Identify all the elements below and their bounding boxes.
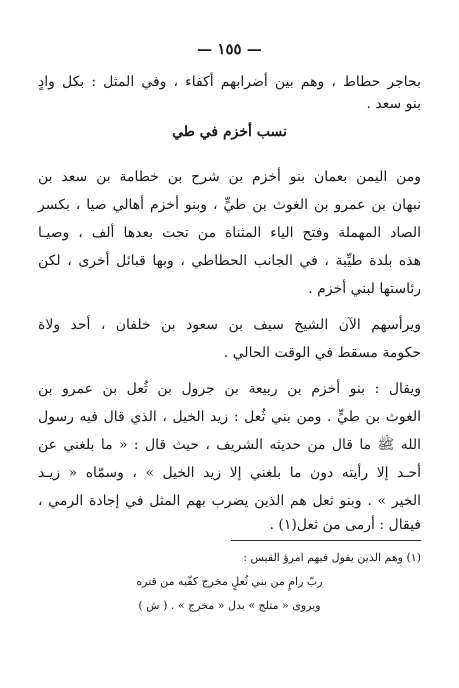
paragraph-4-line-2: الغوث بن طيٍّ . ومن بني ثُعل : زيد الخيل ، الذي قال فيه رسول bbox=[38, 409, 421, 425]
paragraph-2-line-4: هذه بلدة طيِّبة ، في الجانب الحطاطي ، وبها قبائل أخرى ، لكن bbox=[38, 253, 421, 269]
paragraph-4-line-4: أحـد إلا رأيته دون ما بلغني إلا زيد الخيل » ، وسمّاه « زيـد bbox=[38, 465, 421, 481]
paragraph-4-line-6: فيقال : أرمى من ثعل(١) . bbox=[269, 517, 421, 533]
paragraph-3-line-2: حكومة مسقط في الوقت الحالي . bbox=[223, 345, 421, 361]
paragraph-2-line-3: الصاد المهملة وفتح الياء المثناة من تحت بعدها ألف ، وصيـا bbox=[38, 225, 421, 241]
paragraph-2-line-5: رئاستها لبني أخزم . bbox=[308, 281, 421, 297]
footnote-divider bbox=[231, 540, 421, 541]
paragraph-4-line-5: الخير » . وبنو ثعل هم الذين يضرب بهم المثل في إجادة الرمي ، bbox=[38, 493, 421, 509]
section-heading: نسب أخزم في طي bbox=[172, 124, 287, 140]
page-number: — ١٥٥ — bbox=[197, 40, 262, 58]
paragraph-1-line-1: بحاجر حطاط ، وهم بين أضرابهم أكفاء ، وفي المثل : بكل وادٍ bbox=[38, 74, 421, 90]
paragraph-4-line-1: ويقال : بنو أخزم بن ربيعة بن جرول بن ثُعل بن عمرو بن bbox=[38, 381, 421, 397]
paragraph-1-line-2: بنو سعد . bbox=[366, 96, 421, 112]
paragraph-3-line-1: ويرأسهم الآن الشيخ سيف بن سعود بن خلفان ، أحد ولاة bbox=[38, 317, 421, 333]
footnote-line-3: ويروى « متلج » بدل « مخرج » . ( ش ) bbox=[138, 599, 321, 612]
footnote-line-1: (١) وهم الذين يقول فيهم امرؤ القيس : bbox=[243, 551, 421, 564]
paragraph-2-line-1: ومن اليمن بعمان بنو أخزم بن شرح بن خطامة بن سعد بن bbox=[38, 169, 421, 185]
paragraph-4-line-3: الله ﷺ ما قال من حديثه الشريف ، حيث قال : « ما بلغني عن bbox=[38, 437, 421, 453]
footnote-verse: ربّ رامٍ من بني ثُعلٍ مخرج كفّيه من قتره bbox=[136, 575, 323, 588]
paragraph-2-line-2: نبهان بن عمرو بن الغوث بن طيٍّ ، وبنو أخزم أهالي صيا ، بكسر bbox=[38, 197, 421, 213]
